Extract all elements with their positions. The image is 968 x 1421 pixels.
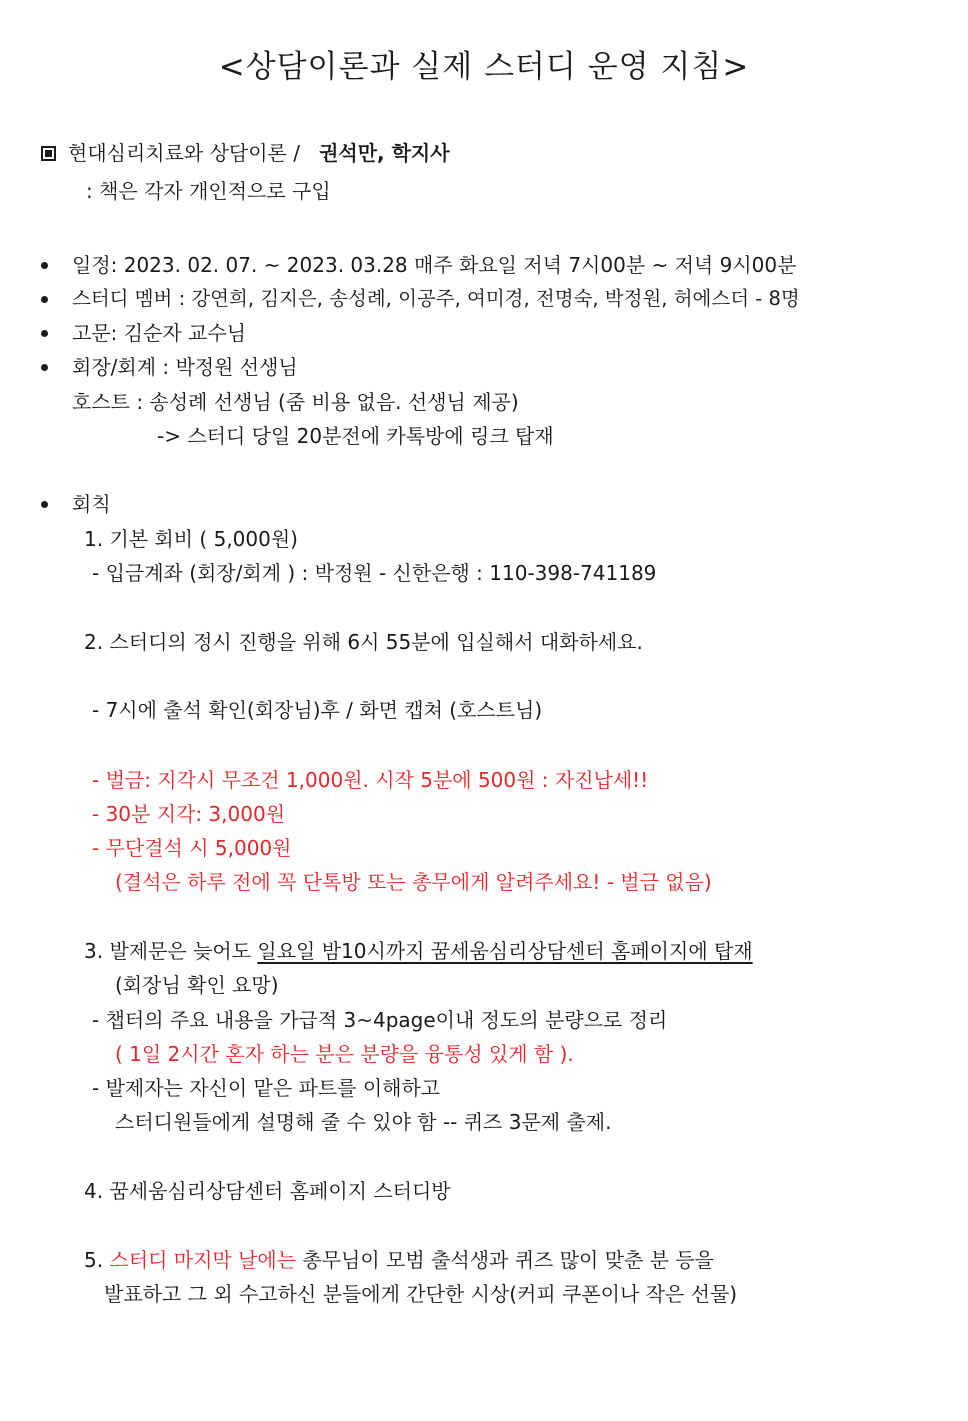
rule-2-check: - 7시에 출석 확인(회장님)후 / 화면 캡쳐 (호스트님) <box>92 698 543 722</box>
rule-5-number: 5. <box>84 1248 104 1272</box>
book-title: 현대심리치료와 상담이론 / <box>68 141 300 165</box>
rule-3-length: - 챕터의 주요 내용을 가급적 3~4page이내 정도의 분량으로 정리 <box>92 1008 668 1032</box>
bullet-icon <box>41 262 48 269</box>
rule-1-account: - 입금계좌 (회장/회계 ) : 박정원 - 신한은행 : 110-398-741189 <box>92 561 657 585</box>
schedule: 일정: 2023. 02. 07. ~ 2023. 03.28 매주 화요일 저녁 7시00분 ~ 저녁 9시00분 <box>72 253 797 277</box>
rule-5-rest: 총무님이 모범 출석생과 퀴즈 많이 맞춘 분 등을 <box>302 1248 715 1272</box>
rule-5 <box>84 1246 714 1274</box>
members: 스터디 멤버 : 강연희, 김지은, 송성례, 이공주, 여미경, 전명숙, 박정원, 허에스더 - 8명 <box>72 287 800 310</box>
rule-3-presenter: - 발제자는 자신이 맡은 파트를 이해하고 <box>92 1076 441 1100</box>
square-bullet-icon <box>41 146 56 161</box>
bullet-icon <box>41 330 48 337</box>
rule-2-absence-notice: (결석은 하루 전에 꼭 단톡방 또는 총무에게 알려주세요! - 벌금 없음) <box>115 870 712 894</box>
bullet-icon <box>41 296 48 303</box>
rule-3-deadline: 일요일 밤10시까지 꿈세움심리상담센터 홈페이지에 탑재 <box>257 939 753 963</box>
treasurer: 회장/회계 : 박정원 선생님 <box>72 355 298 379</box>
rule-2: 2. 스터디의 정시 진행을 위해 6시 55분에 입실해서 대화하세요. <box>84 630 643 654</box>
rule-1: 1. 기본 회비 ( 5,000원) <box>84 527 298 551</box>
page-title: <상담이론과 실제 스터디 운영 지침> <box>218 49 750 85</box>
rules-heading: 회칙 <box>72 492 111 516</box>
book-line <box>41 139 450 167</box>
rule-3-quiz: 스터디원들에게 설명해 줄 수 있야 함 -- 퀴즈 3문제 출제. <box>115 1110 612 1134</box>
host-note: -> 스터디 당일 20분전에 카톡방에 링크 탑재 <box>157 424 554 448</box>
rule-3-lead: 3. 발제문은 늦어도 <box>84 939 252 963</box>
rule-5-last-day: 스터디 마지막 날에는 <box>109 1248 297 1272</box>
bullet-icon <box>41 501 48 508</box>
rule-3 <box>84 937 753 965</box>
book-note: : 책은 각자 개인적으로 구입 <box>86 179 331 203</box>
host: 호스트 : 송성례 선생님 (줌 비용 없음. 선생님 제공) <box>72 390 519 414</box>
rule-2-fine-late: - 벌금: 지각시 무조건 1,000원. 시작 5분에 500원 : 자진납세!! <box>92 768 649 792</box>
rule-2-fine-30min: - 30분 지각: 3,000원 <box>92 802 286 826</box>
rule-4: 4. 꿈세움심리상담센터 홈페이지 스터디방 <box>84 1179 451 1203</box>
rule-5-line2: 발표하고 그 외 수고하신 분들에게 간단한 시상(커피 쿠폰이나 작은 선물) <box>104 1282 738 1306</box>
rule-2-fine-absence: - 무단결석 시 5,000원 <box>92 836 292 860</box>
advisor: 고문: 김순자 교수님 <box>72 321 247 345</box>
book-author: 권석만, 학지사 <box>319 141 450 165</box>
bullet-icon <box>41 364 48 371</box>
rule-3-confirm: (회장님 확인 요망) <box>115 973 279 997</box>
rule-3-flex-note: ( 1일 2시간 혼자 하는 분은 분량을 융통성 있게 함 ). <box>115 1042 574 1066</box>
